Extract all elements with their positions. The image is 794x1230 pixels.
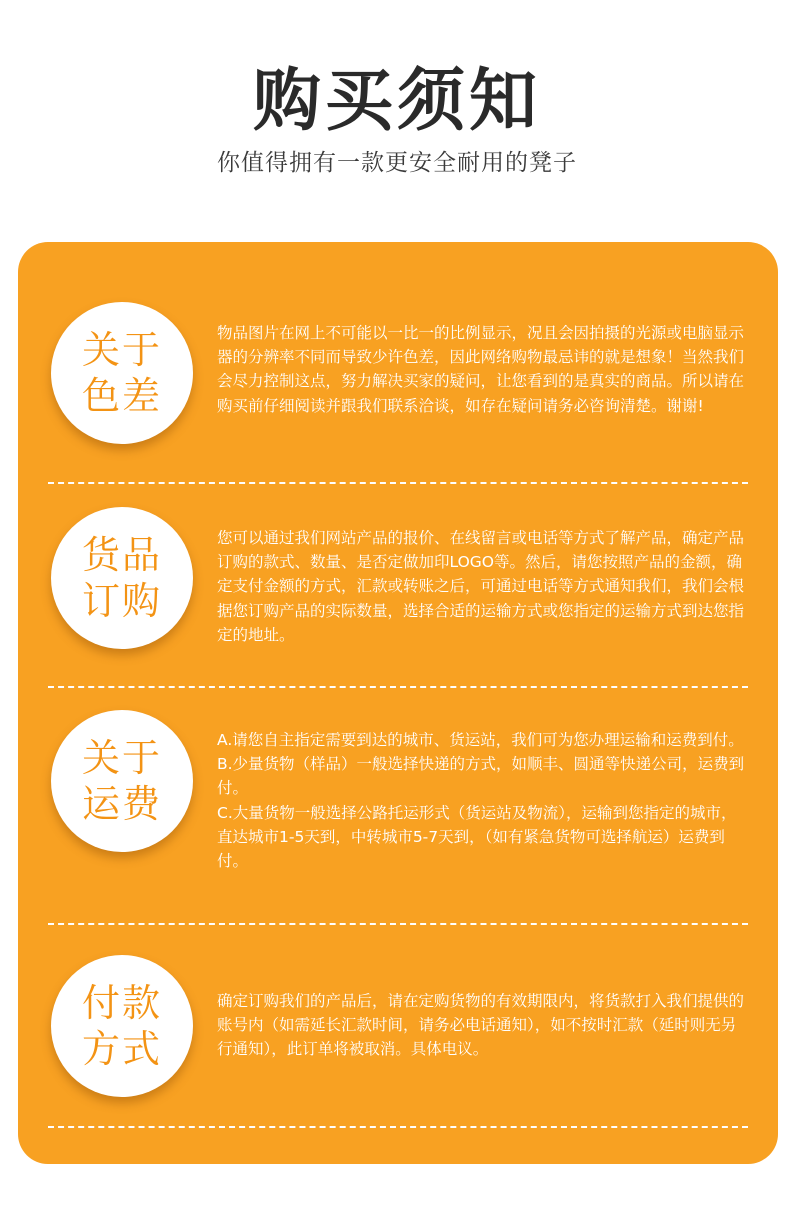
section-paragraph [217, 526, 747, 647]
section-badge [51, 710, 193, 852]
badge-text-line1: 关于 [81, 328, 162, 372]
paragraph-text: 确定订购我们的产品后，请在定购货物的有效期限内，将货款打入我们提供的账号内（如需延长汇款时间，请务必电话通知），如不按时汇款（延时则无另行通知），此订单将被取消。具体电议。 [217, 992, 745, 1059]
badge-text-line2: 订购 [81, 579, 162, 623]
section-paragraph [217, 321, 747, 418]
page-subtitle: 你值得拥有一款更安全耐用的凳子 [217, 150, 577, 176]
section-badge [51, 507, 193, 649]
badge-text-line1: 货品 [81, 533, 162, 577]
dashed-divider [48, 686, 748, 688]
dashed-divider [48, 923, 748, 925]
section-paragraph [217, 989, 747, 1062]
badge-text-line2: 方式 [81, 1027, 162, 1071]
page-title: 购买须知 [252, 62, 541, 141]
dashed-divider [48, 482, 748, 484]
badge-text-line2: 色差 [81, 374, 162, 418]
badge-text-line1: 关于 [81, 736, 162, 780]
section-badge [51, 302, 193, 444]
paragraph-text: B.少量货物（样品）一般选择快递的方式，如顺丰、圆通等快递公司，运费到付。 [217, 755, 745, 798]
paragraph-text: 物品图片在网上不可能以一比一的比例显示，况且会因拍摄的光源或电脑显示器的分辨率不同而导致少许色差，因此网络购物最忌讳的就是想象！当然我们会尽力控制这点，努力解决买家的疑问，让您看到的是真实的商品。所以请在购买前仔细阅读并跟我们联系洽谈，如存在疑问请务必咨询清楚。谢谢! [217, 324, 745, 415]
paragraph-text: 您可以通过我们网站产品的报价、在线留言或电话等方式了解产品，确定产品订购的款式、数量、是否定做加印LOGO等。然后，请您按照产品的金额，确定支付金额的方式，汇款或转账之后，可通过电话等方式通知我们，我们会根据您订购产品的实际数量，选择合适的运输方式或您指定的运输方式到达您指定的地址。 [217, 529, 745, 644]
badge-text-line1: 付款 [81, 981, 162, 1025]
paragraph-text: A.请您自主指定需要到达的城市、货运站，我们可为您办理运输和运费到付。 [217, 731, 744, 749]
dashed-divider [48, 1126, 748, 1128]
notice-card [18, 242, 778, 1164]
section-paragraph [217, 728, 747, 873]
section-badge [51, 955, 193, 1097]
badge-text-line2: 运费 [81, 782, 162, 826]
paragraph-text: C.大量货物一般选择公路托运形式（货运站及物流），运输到您指定的城市，直达城市1-5天到，中转城市5-7天到，（如有紧急货物可选择航运）运费到付。 [217, 803, 737, 871]
